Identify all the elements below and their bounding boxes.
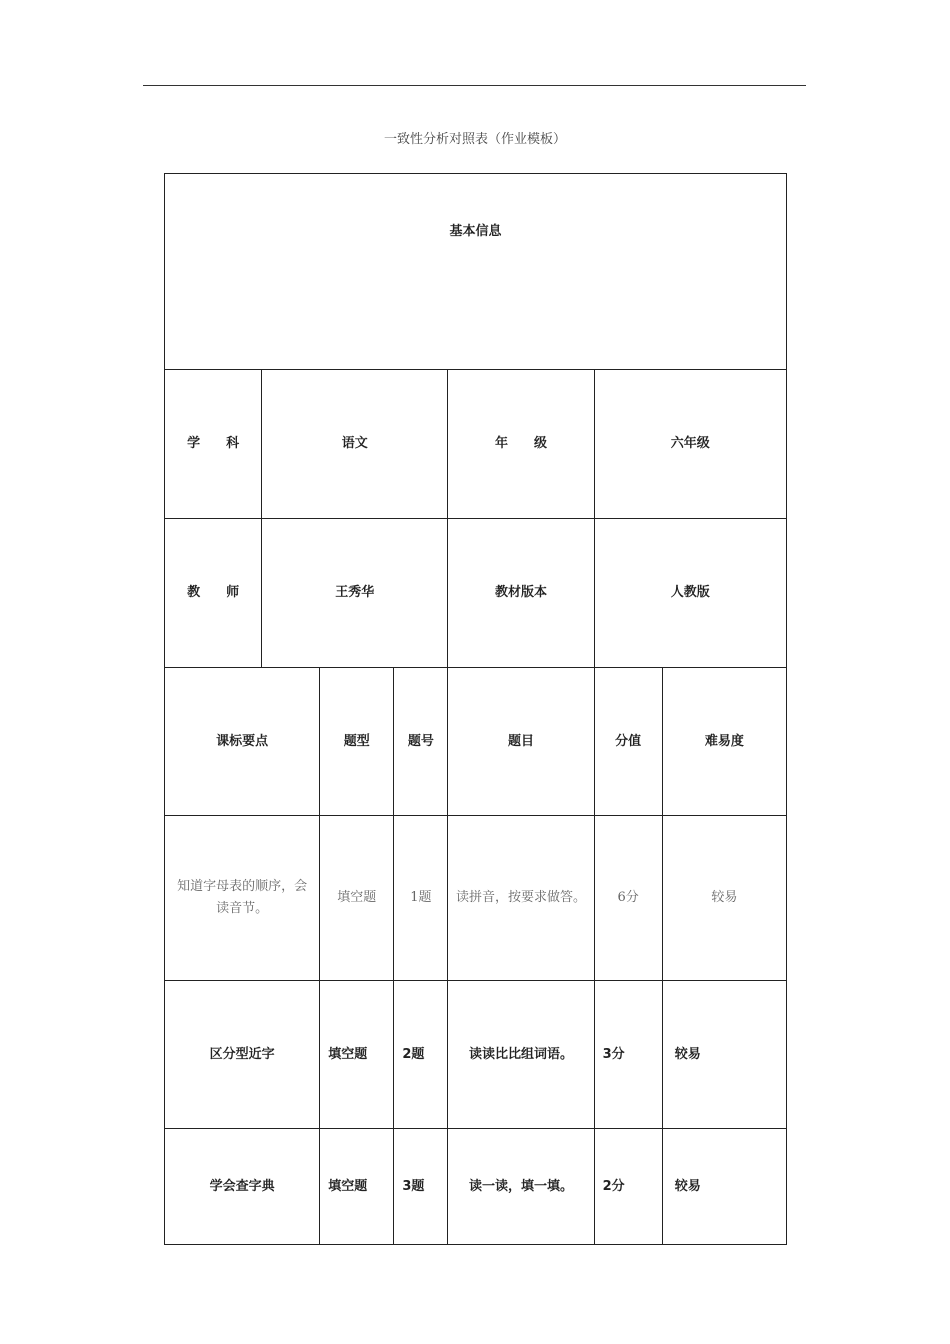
row2-standard: 区分型近字 (165, 981, 320, 1129)
col-header-score: 分值 (594, 668, 662, 816)
grade-value: 六年级 (594, 370, 786, 519)
subject-label: 学 科 (165, 370, 262, 519)
col-header-number: 题号 (394, 668, 448, 816)
row1-type: 填空题 (320, 816, 394, 981)
basic-info-heading: 基本信息 (165, 174, 787, 370)
subject-grade-row (165, 370, 787, 519)
row3-difficulty: 较易 (662, 1129, 786, 1245)
row1-number: 1题 (394, 816, 448, 981)
document-title: 一致性分析对照表（作业模板） (383, 132, 566, 147)
header-rule (143, 85, 806, 86)
col-header-type: 题型 (320, 668, 394, 816)
row2-difficulty: 较易 (662, 981, 786, 1129)
teacher-value: 王秀华 (262, 519, 448, 668)
row3-score: 2分 (594, 1129, 662, 1245)
table-row (165, 816, 787, 981)
column-header-row (165, 668, 787, 816)
consistency-analysis-table (164, 173, 787, 1245)
row3-question: 读一读，填一填。 (448, 1129, 594, 1245)
col-header-difficulty: 难易度 (662, 668, 786, 816)
row2-score: 3分 (594, 981, 662, 1129)
row2-type: 填空题 (320, 981, 394, 1129)
textbook-value: 人教版 (594, 519, 786, 668)
col-header-standard: 课标要点 (165, 668, 320, 816)
row2-question: 读读比比组词语。 (448, 981, 594, 1129)
textbook-label: 教材版本 (448, 519, 594, 668)
row3-standard: 学会查字典 (165, 1129, 320, 1245)
subject-value: 语文 (262, 370, 448, 519)
basic-info-header-row (165, 174, 787, 370)
row3-type: 填空题 (320, 1129, 394, 1245)
row1-question: 读拼音，按要求做答。 (448, 816, 594, 981)
row2-number: 2题 (394, 981, 448, 1129)
row1-score: 6分 (594, 816, 662, 981)
teacher-label: 教 师 (165, 519, 262, 668)
table-row (165, 1129, 787, 1245)
row1-standard: 知道字母表的顺序，会读音节。 (165, 816, 320, 981)
row3-number: 3题 (394, 1129, 448, 1245)
teacher-textbook-row (165, 519, 787, 668)
table-row (165, 981, 787, 1129)
row1-difficulty: 较易 (662, 816, 786, 981)
grade-label: 年 级 (448, 370, 594, 519)
col-header-question: 题目 (448, 668, 594, 816)
